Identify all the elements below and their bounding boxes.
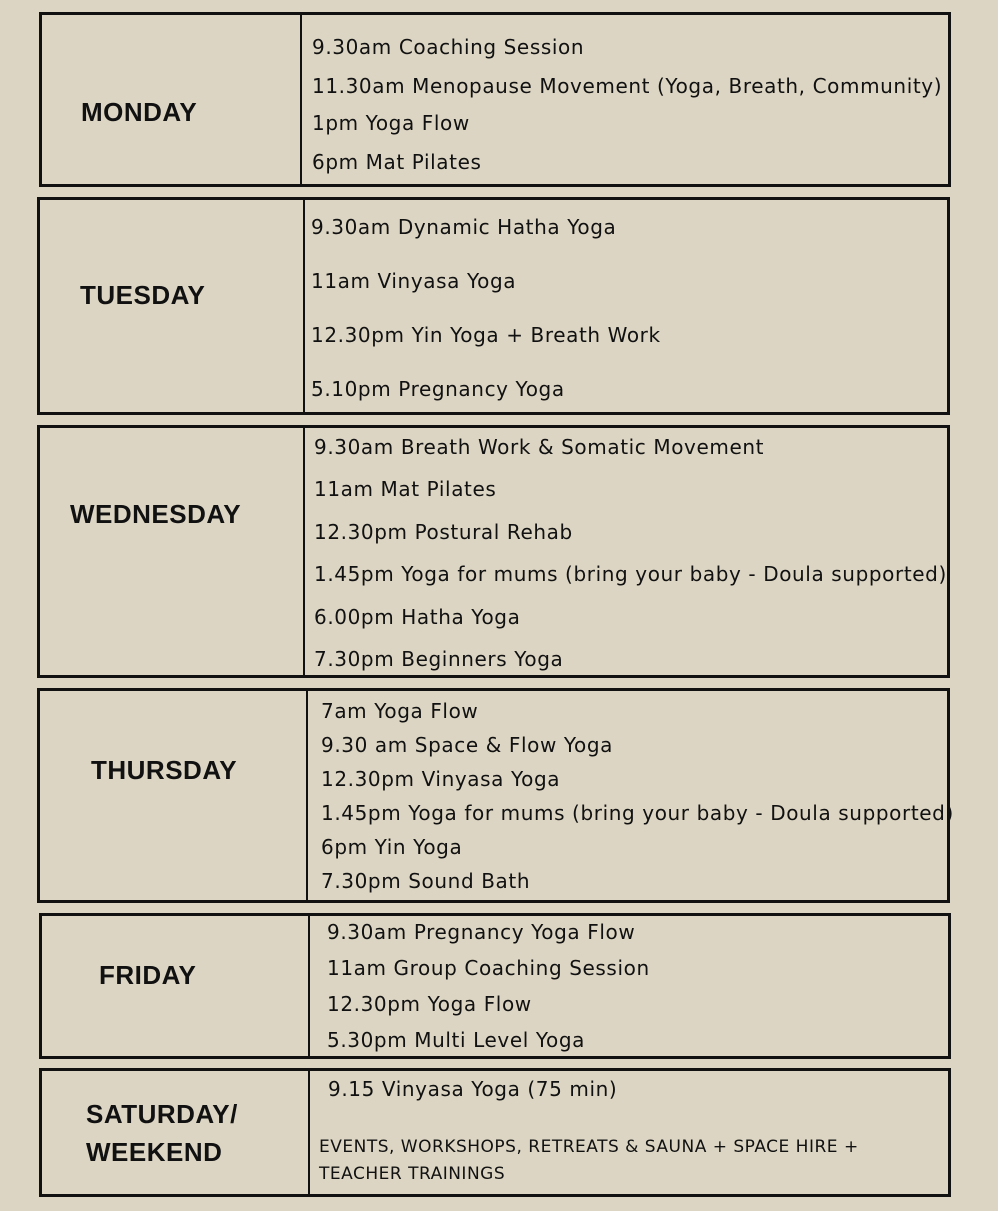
class-item: 9.30am Breath Work & Somatic Movement [314, 435, 765, 459]
class-item: 9.30 am Space & Flow Yoga [321, 733, 614, 757]
row-divider [303, 428, 305, 675]
schedule-row-friday [39, 913, 951, 1059]
class-item: 9.30am Pregnancy Yoga Flow [327, 920, 636, 944]
row-divider [308, 1071, 310, 1194]
class-item: 12.30pm Yin Yoga + Breath Work [311, 323, 661, 347]
class-item: 1.45pm Yoga for mums (bring your baby - Doula supported) [314, 562, 947, 586]
day-label-weekend: WEEKEND [86, 1137, 223, 1167]
row-divider [303, 200, 305, 412]
class-item: 12.30pm Postural Rehab [314, 520, 573, 544]
schedule-row-tuesday [37, 197, 950, 415]
class-item: 5.10pm Pregnancy Yoga [311, 377, 565, 401]
day-label-monday: MONDAY [81, 97, 198, 127]
weekend-events-note: TEACHER TRAININGS [319, 1164, 506, 1184]
row-divider [308, 916, 310, 1056]
schedule-row-thursday [37, 688, 954, 903]
class-item: 6pm Mat Pilates [312, 150, 482, 174]
day-label-wednesday: WEDNESDAY [70, 499, 242, 529]
row-divider [306, 691, 308, 900]
class-item: 6.00pm Hatha Yoga [314, 605, 521, 629]
schedule-row-weekend [39, 1068, 951, 1197]
class-item: 5.30pm Multi Level Yoga [327, 1028, 586, 1052]
class-item: 7am Yoga Flow [321, 699, 479, 723]
class-item: 11am Vinyasa Yoga [311, 269, 517, 293]
day-label-tuesday: TUESDAY [80, 280, 206, 310]
class-item: 9.30am Coaching Session [312, 35, 585, 59]
class-item: 7.30pm Sound Bath [321, 869, 531, 893]
class-item: 12.30pm Vinyasa Yoga [321, 767, 561, 791]
schedule-row-monday [39, 12, 951, 187]
class-item: 11.30am Menopause Movement (Yoga, Breath, Community) [312, 74, 943, 98]
class-item: 1.45pm Yoga for mums (bring your baby - Doula supported) [321, 801, 954, 825]
row-divider [300, 15, 302, 184]
schedule-row-wednesday [37, 425, 950, 678]
class-item: 7.30pm Beginners Yoga [314, 647, 564, 671]
day-label-thursday: THURSDAY [91, 755, 238, 785]
class-item: 11am Group Coaching Session [327, 956, 650, 980]
class-item: 6pm Yin Yoga [321, 835, 463, 859]
class-item: 9.30am Dynamic Hatha Yoga [311, 215, 617, 239]
day-label-friday: FRIDAY [99, 960, 197, 990]
class-item: 9.15 Vinyasa Yoga (75 min) [328, 1077, 618, 1101]
day-label-saturday: SATURDAY/ [86, 1099, 238, 1129]
class-item: 12.30pm Yoga Flow [327, 992, 532, 1016]
class-item: 11am Mat Pilates [314, 477, 497, 501]
class-item: 1pm Yoga Flow [312, 111, 470, 135]
weekend-events-note: EVENTS, WORKSHOPS, RETREATS & SAUNA + SPACE HIRE + [319, 1137, 859, 1157]
